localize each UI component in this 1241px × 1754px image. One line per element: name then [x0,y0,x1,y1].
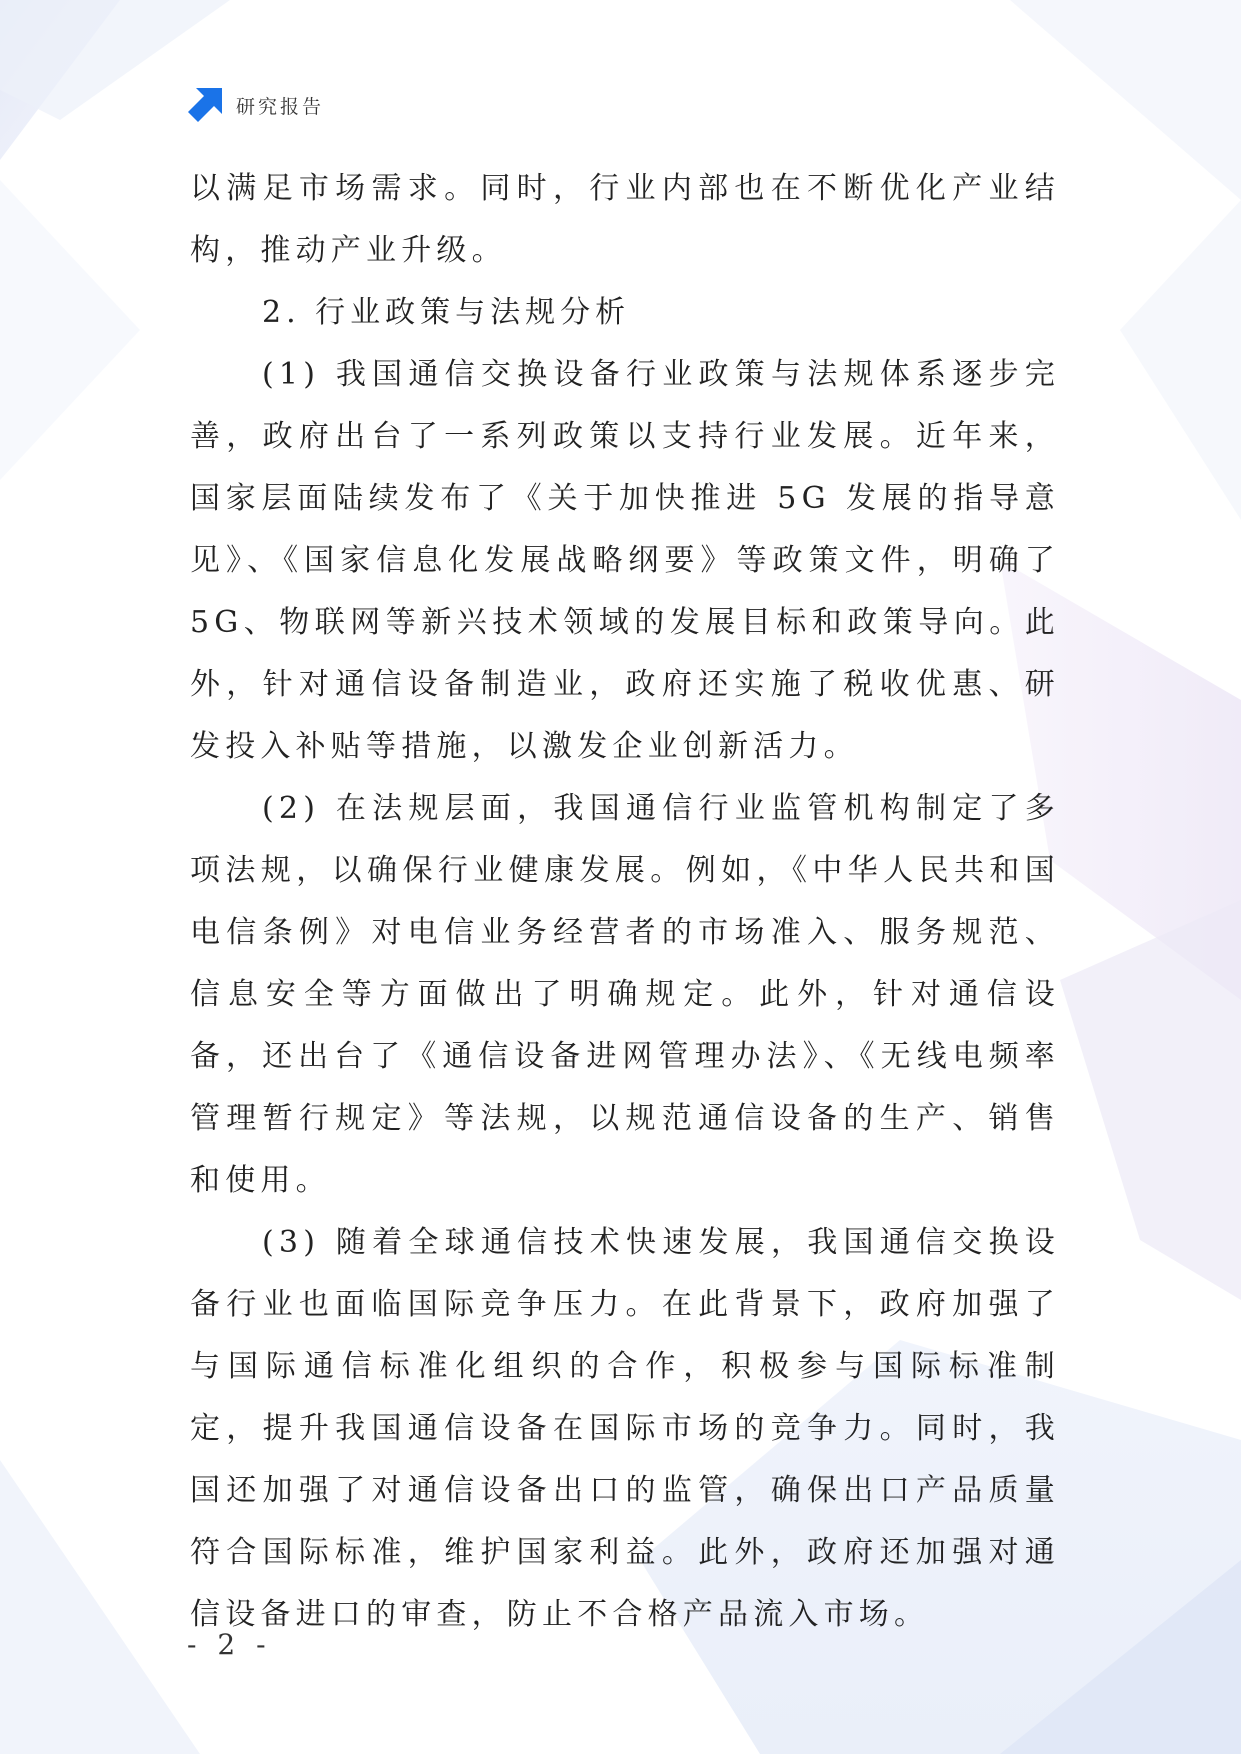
intro-paragraph: 以满足市场需求。同时，行业内部也在不断优化产业结构，推动产业升级。 [190,171,1060,268]
paragraph-1: (1) 我国通信交换设备行业政策与法规体系逐步完善，政府出台了一系列政策以支持行业发展。近年来，国家层面陆续发布了《关于加快推进 5G 发展的指导意见》、《国家信息化发展战略纲要》等政策文件，明确了 5G、物联网等新兴技术领域的发展目标和政策导向。此外，针对通信设备制造业，政府还实施了税收优惠、研发投入补贴等措施，以激发企业创新活力。 [190,357,1060,764]
bg-shape-left [0,180,140,480]
bg-shape-right-lower-2 [1060,900,1241,1300]
paragraph-3: (3) 随着全球通信技术快速发展，我国通信交换设备行业也面临国际竞争压力。在此背景下，政府加强了与国际通信标准化组织的合作，积极参与国际标准制定，提升我国通信设备在国际市场的竞争力。同时，我国还加强了对通信设备出口的监管，确保出口产品质量符合国际标准，维护国家利益。此外，政府还加强对通信设备进口的审查，防止不合格产品流入市场。 [190,1225,1060,1632]
bg-shape-bottom-left [0,1460,200,1754]
document-header [188,88,324,122]
document-body [190,158,1060,1646]
bg-shape-right-mid [1120,200,1241,520]
section-heading: 2. 行业政策与法规分析 [262,295,631,330]
header-title: 研究报告 [236,95,325,118]
paragraph-2: (2) 在法规层面，我国通信行业监管机构制定了多项法规，以确保行业健康发展。例如，《中华人民共和国电信条例》对电信业务经营者的市场准入、服务规范、信息安全等方面做出了明确规定。此外，针对通信设备，还出台了《通信设备进网管理办法》、《无线电频率管理暂行规定》等法规，以规范通信设备的生产、销售和使用。 [190,791,1060,1198]
arrow-up-right-icon [188,88,222,122]
page-number: - 2 - [187,1628,272,1661]
